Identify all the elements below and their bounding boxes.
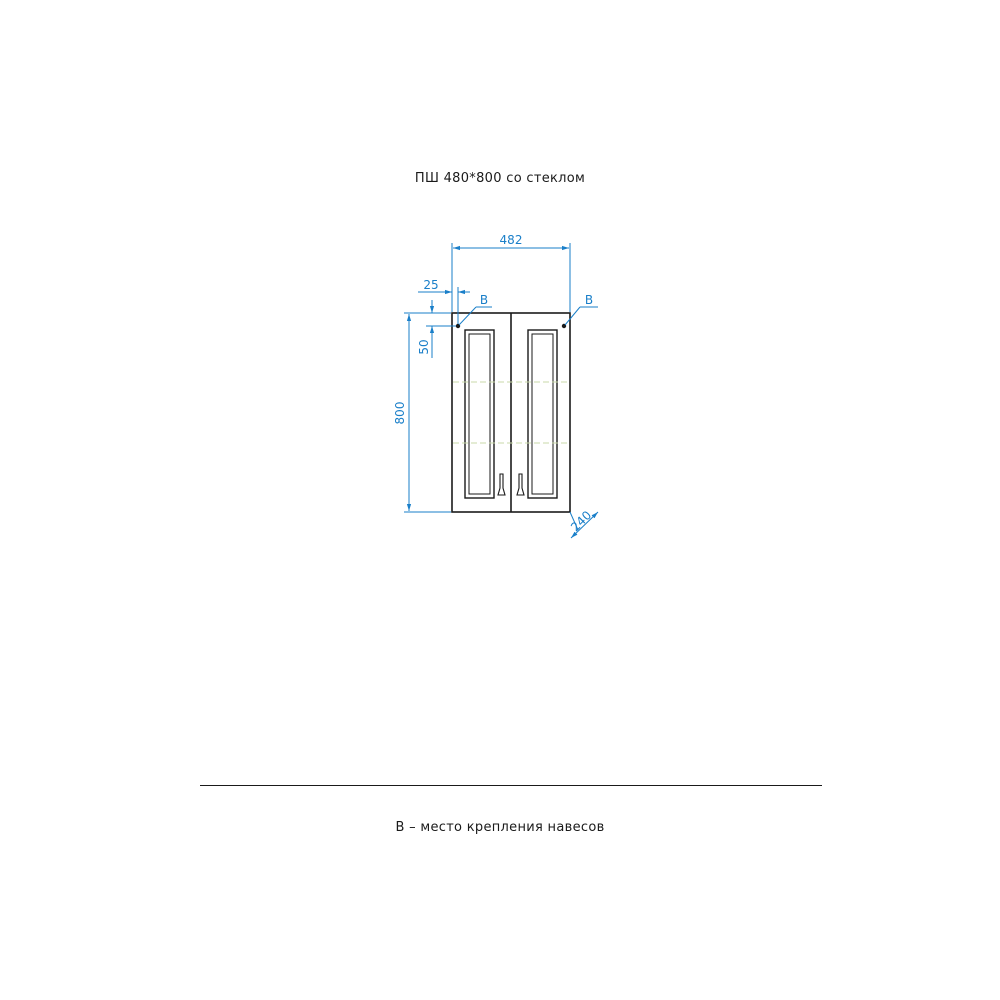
left-door-glass-inner — [469, 334, 490, 494]
right-door-glass-inner — [532, 334, 553, 494]
right-hinge-marker-label: В — [584, 293, 594, 307]
legend-note: В – место крепления навесов — [395, 820, 605, 835]
left-door-handle — [498, 474, 505, 495]
width-dimension-label: 482 — [499, 233, 523, 247]
left-hinge-marker — [459, 293, 492, 325]
width-dimension — [452, 233, 570, 312]
height-dimension-label: 800 — [393, 401, 407, 425]
legend-divider — [200, 785, 822, 786]
hinge-offset-y-dimension — [417, 300, 456, 358]
cabinet-body — [452, 313, 570, 512]
page-title: ПШ 480*800 со стеклом — [414, 171, 586, 186]
hinge-offset-y-label: 50 — [417, 339, 431, 355]
right-door-handle — [517, 474, 524, 495]
depth-dimension — [568, 508, 598, 538]
hinge-offset-x-label: 25 — [423, 278, 439, 292]
depth-dimension-label: 240 — [568, 508, 595, 535]
left-hinge-marker-label: В — [479, 293, 489, 307]
hinge-offset-x-dimension — [418, 278, 470, 324]
